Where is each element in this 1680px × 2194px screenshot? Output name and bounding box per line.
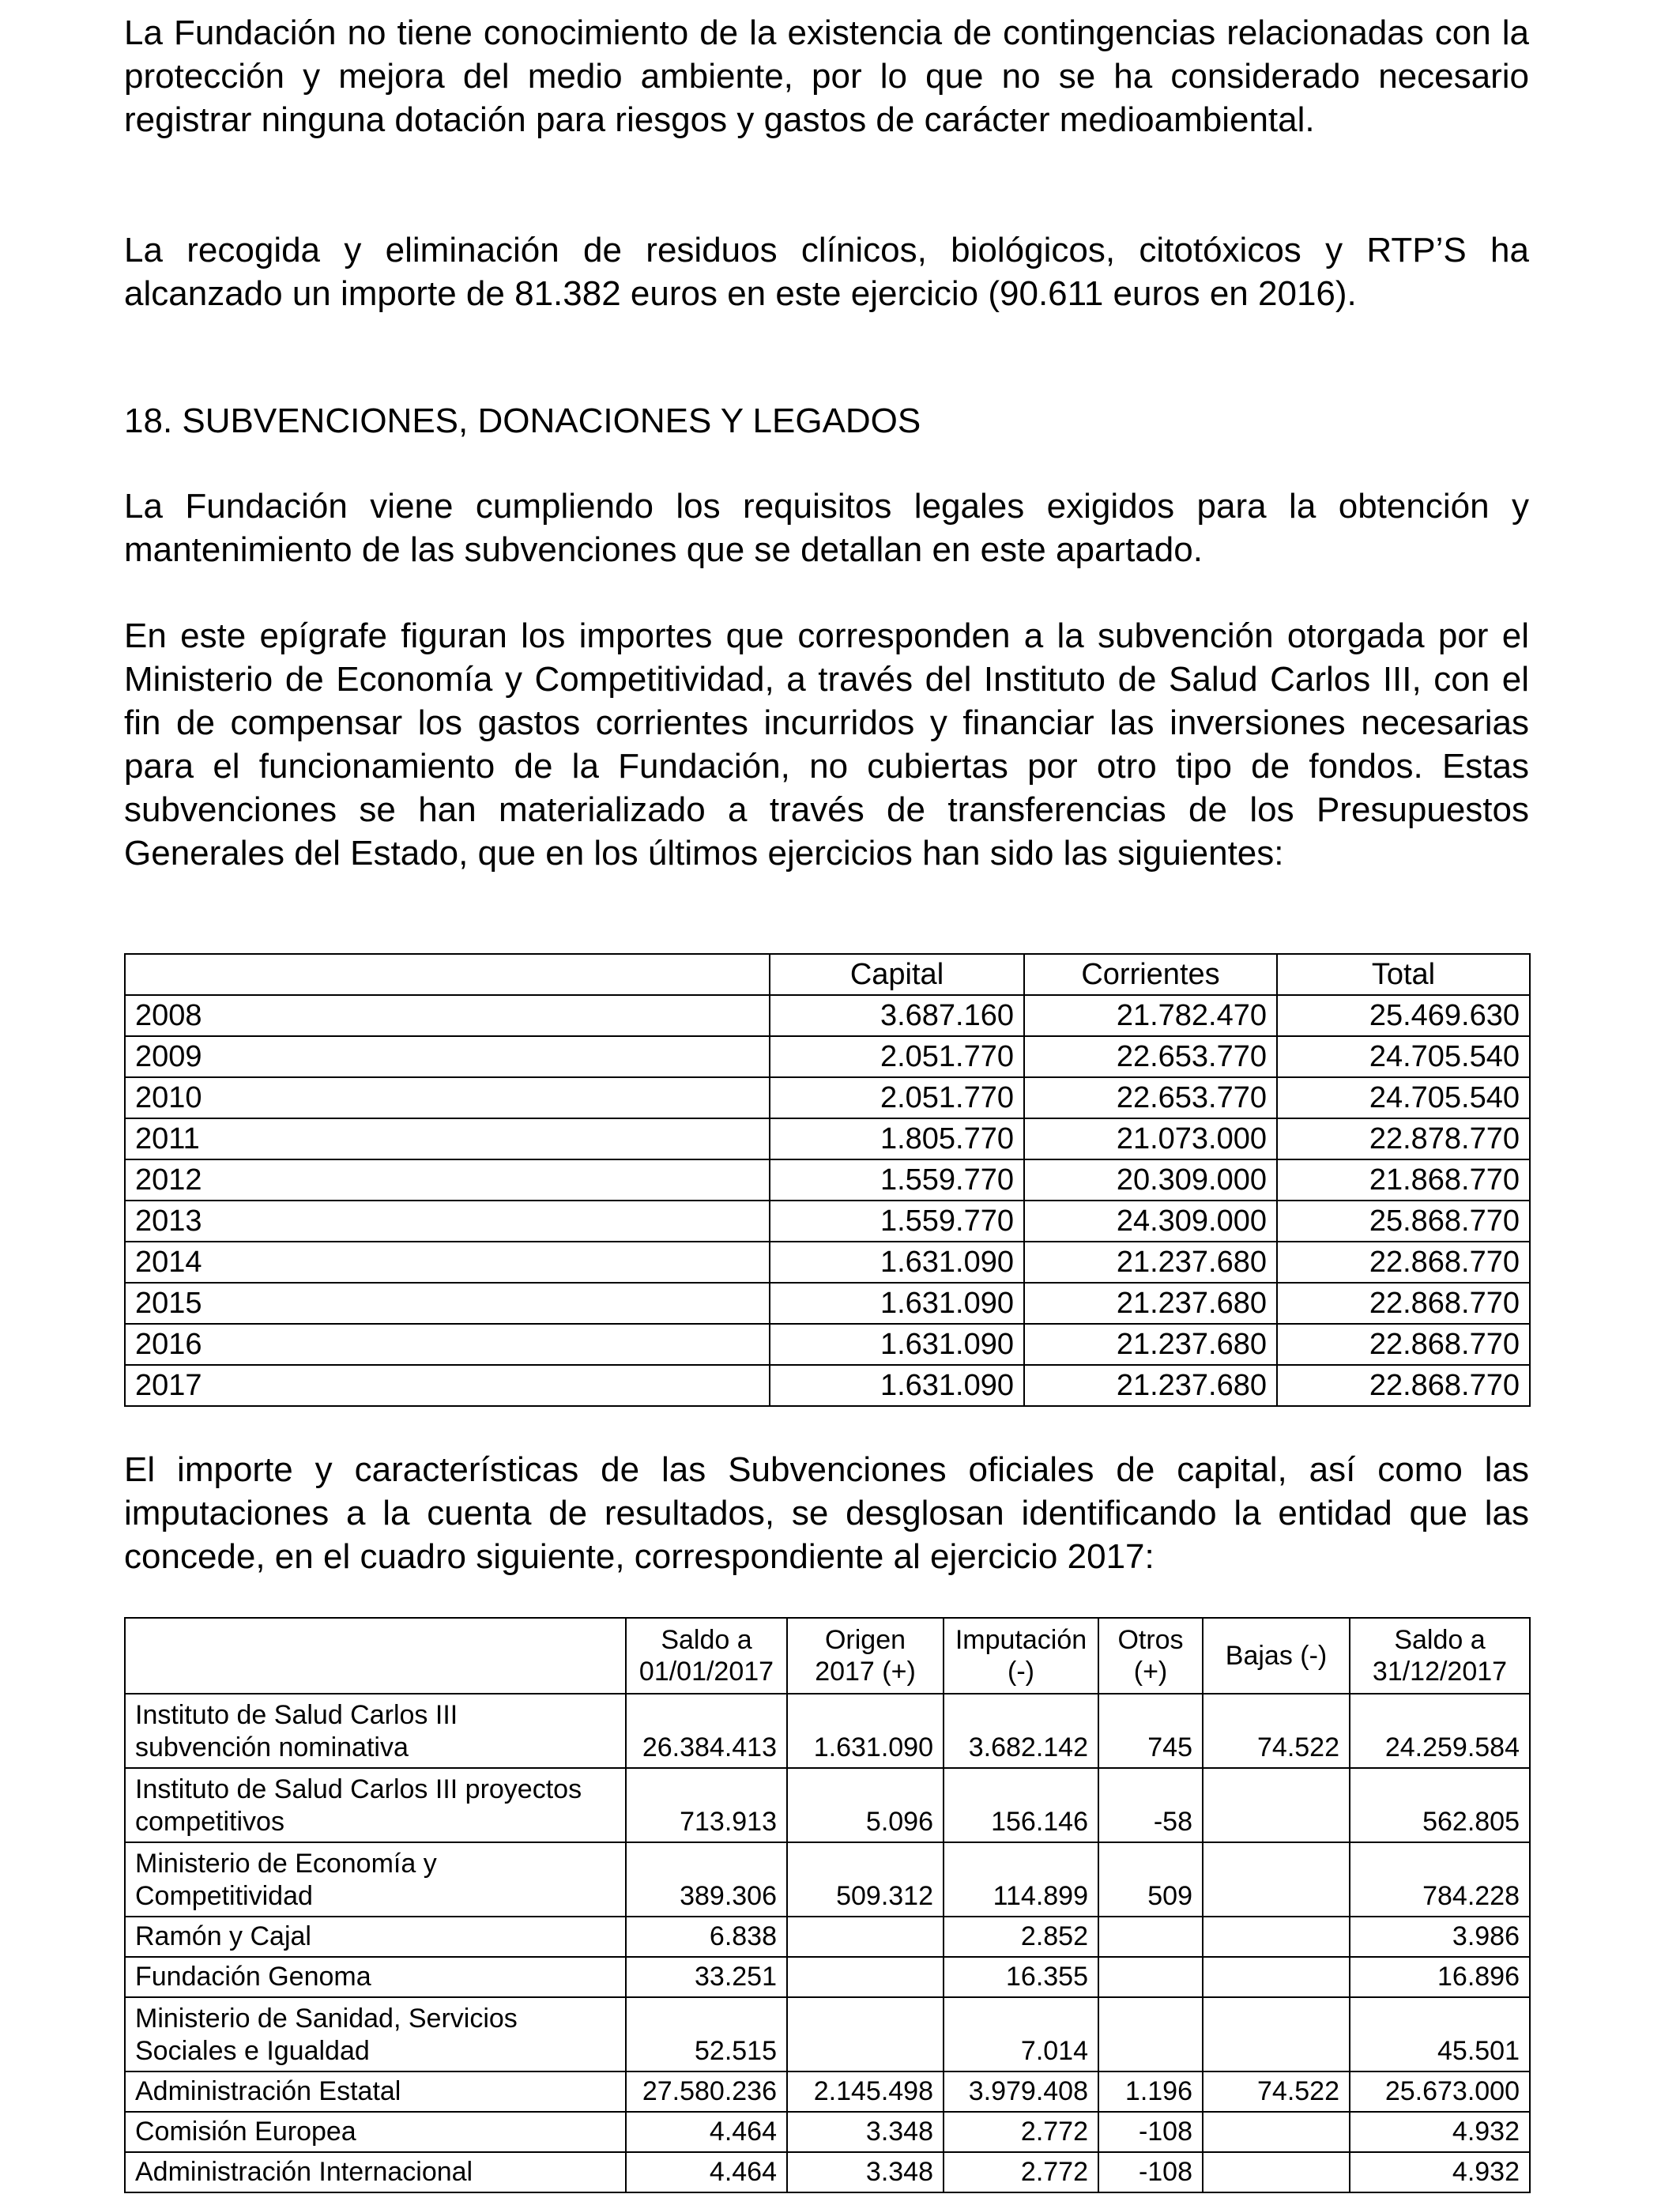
table-cell: -58 <box>1098 1768 1203 1842</box>
table-row <box>125 1842 1530 1917</box>
table-cell: 6.838 <box>626 1917 787 1957</box>
table-cell-year: 2012 <box>125 1159 770 1201</box>
table-cell: 21.073.000 <box>1024 1118 1277 1159</box>
table-cell-entity: Administración Internacional <box>125 2152 626 2192</box>
table-cell: 21.237.680 <box>1024 1283 1277 1324</box>
table-cell: 24.259.584 <box>1350 1694 1530 1768</box>
table-cell: 33.251 <box>626 1957 787 1997</box>
table-cell: 52.515 <box>626 1997 787 2071</box>
table-cell: 22.878.770 <box>1277 1118 1530 1159</box>
table-cell: 21.782.470 <box>1024 995 1277 1036</box>
table-cell-year: 2009 <box>125 1036 770 1077</box>
table-cell: 3.682.142 <box>944 1694 1098 1768</box>
table-cell: 16.896 <box>1350 1957 1530 1997</box>
table-cell: 22.653.770 <box>1024 1036 1277 1077</box>
table-cell <box>1203 1917 1350 1957</box>
table-header-cell <box>125 1618 626 1694</box>
table-cell-entity: Ministerio de Economía y Competitividad <box>125 1842 626 1917</box>
paragraph-waste: La recogida y eliminación de residuos clínicos, biológicos, citotóxicos y RTP’S ha alcanzado un importe de 81.382 euros en este ejercicio (90.611 euros en 2016). <box>124 231 1529 313</box>
table-cell-entity: Comisión Europea <box>125 2112 626 2152</box>
table-cell: 389.306 <box>626 1842 787 1917</box>
table-cell <box>1203 1957 1350 1997</box>
table-cell: 21.237.680 <box>1024 1324 1277 1365</box>
table-cell: 74.522 <box>1203 2071 1350 2112</box>
table-cell: 509.312 <box>787 1842 944 1917</box>
table-cell: 1.559.770 <box>770 1201 1024 1242</box>
table-cell: 4.932 <box>1350 2112 1530 2152</box>
table-cell <box>1098 1997 1203 2071</box>
table-cell: 2.772 <box>944 2112 1098 2152</box>
table-row <box>125 995 1530 1036</box>
table-row <box>125 1201 1530 1242</box>
table-cell: 1.631.090 <box>770 1365 1024 1406</box>
table-cell: 1.631.090 <box>770 1242 1024 1283</box>
paragraph-requirements: La Fundación viene cumpliendo los requisitos legales exigidos para la obtención y mantenimiento de las subvenciones que se detallan en este apartado. <box>124 487 1529 569</box>
table-cell: 2.772 <box>944 2152 1098 2192</box>
table-cell: 27.580.236 <box>626 2071 787 2112</box>
table-cell: 25.673.000 <box>1350 2071 1530 2112</box>
table-header-cell: Corrientes <box>1024 954 1277 995</box>
table-cell: 24.705.540 <box>1277 1077 1530 1118</box>
table-cell: 16.355 <box>944 1957 1098 1997</box>
table-header-cell: Otros (+) <box>1098 1618 1203 1694</box>
table-row <box>125 1283 1530 1324</box>
table-cell <box>1203 2152 1350 2192</box>
table-row <box>125 1118 1530 1159</box>
table-header-cell: Imputación (-) <box>944 1618 1098 1694</box>
table-cell: 1.559.770 <box>770 1159 1024 1201</box>
table-cell: 562.805 <box>1350 1768 1530 1842</box>
table-row <box>125 1077 1530 1118</box>
table-cell-entity: Fundación Genoma <box>125 1957 626 1997</box>
table-cell: 4.932 <box>1350 2152 1530 2192</box>
table-cell-year: 2016 <box>125 1324 770 1365</box>
table-header-cell: Saldo a 31/12/2017 <box>1350 1618 1530 1694</box>
table-row <box>125 1997 1530 2071</box>
table-row <box>125 2152 1530 2192</box>
table-cell: 2.051.770 <box>770 1077 1024 1118</box>
table-cell: 1.631.090 <box>787 1694 944 1768</box>
paragraph-environment: La Fundación no tiene conocimiento de la existencia de contingencias relacionadas con la protección y mejora del medio ambiente, por lo que no se ha considerado necesario registrar ninguna dotación para riesgos y gastos de carácter medioambiental. <box>124 13 1529 139</box>
table-cell: -108 <box>1098 2152 1203 2192</box>
capital-subsidies-table <box>124 1617 1531 2193</box>
table-cell <box>787 1957 944 1997</box>
table-cell: 156.146 <box>944 1768 1098 1842</box>
paragraph-subsidies-description: En este epígrafe figuran los importes que corresponden a la subvención otorgada por el Ministerio de Economía y Competitividad, a través del Instituto de Salud Carlos III, con el fin de compensar los gastos corrientes incurridos y financiar las inversiones necesarias para el funcionamiento de la Fundación, no cubiertas por otro tipo de fondos. Estas subvenciones se han materializado a través de transferencias de los Presupuestos Generales del Estado, que en los últimos ejercicios han sido las siguientes: <box>124 616 1529 873</box>
table-cell: 114.899 <box>944 1842 1098 1917</box>
table-cell <box>1203 2112 1350 2152</box>
table-cell: 20.309.000 <box>1024 1159 1277 1201</box>
table-cell-year: 2013 <box>125 1201 770 1242</box>
table-cell: 2.852 <box>944 1917 1098 1957</box>
table-row <box>125 1324 1530 1365</box>
table-cell: 3.348 <box>787 2152 944 2192</box>
table-header-cell: Total <box>1277 954 1530 995</box>
table-header-cell: Saldo a 01/01/2017 <box>626 1618 787 1694</box>
table-cell: 22.868.770 <box>1277 1283 1530 1324</box>
table-row <box>125 2071 1530 2112</box>
table-cell <box>787 1997 944 2071</box>
section-heading: 18. SUBVENCIONES, DONACIONES Y LEGADOS <box>124 401 921 440</box>
table-cell-year: 2008 <box>125 995 770 1036</box>
table-cell <box>1098 1917 1203 1957</box>
table-cell: -108 <box>1098 2112 1203 2152</box>
table-row <box>125 1957 1530 1997</box>
table-header-cell: Bajas (-) <box>1203 1618 1350 1694</box>
table-row <box>125 1768 1530 1842</box>
table-header-cell <box>125 954 770 995</box>
table-cell: 22.653.770 <box>1024 1077 1277 1118</box>
table-cell: 1.631.090 <box>770 1283 1024 1324</box>
table-cell <box>1203 1768 1350 1842</box>
table-cell-entity: Instituto de Salud Carlos III subvención nominativa <box>125 1694 626 1768</box>
table-cell: 22.868.770 <box>1277 1242 1530 1283</box>
table-cell: 24.705.540 <box>1277 1036 1530 1077</box>
table-cell: 1.805.770 <box>770 1118 1024 1159</box>
table-cell: 745 <box>1098 1694 1203 1768</box>
table-cell: 3.687.160 <box>770 995 1024 1036</box>
table-row <box>125 1242 1530 1283</box>
table-cell <box>1098 1957 1203 1997</box>
table-cell <box>1203 1997 1350 2071</box>
table-cell-year: 2017 <box>125 1365 770 1406</box>
table-row <box>125 1159 1530 1201</box>
table-row <box>125 1917 1530 1957</box>
table-header-cell: Capital <box>770 954 1024 995</box>
table-cell: 21.868.770 <box>1277 1159 1530 1201</box>
table-cell: 3.348 <box>787 2112 944 2152</box>
table-cell: 2.145.498 <box>787 2071 944 2112</box>
table-cell: 24.309.000 <box>1024 1201 1277 1242</box>
table-cell: 784.228 <box>1350 1842 1530 1917</box>
table-row <box>125 1036 1530 1077</box>
table-cell: 21.237.680 <box>1024 1365 1277 1406</box>
table-cell-entity: Administración Estatal <box>125 2071 626 2112</box>
table-row <box>125 1365 1530 1406</box>
table-cell: 2.051.770 <box>770 1036 1024 1077</box>
table-cell: 7.014 <box>944 1997 1098 2071</box>
table-row <box>125 1694 1530 1768</box>
table-cell: 22.868.770 <box>1277 1365 1530 1406</box>
table-cell: 509 <box>1098 1842 1203 1917</box>
table-cell: 21.237.680 <box>1024 1242 1277 1283</box>
table-cell: 74.522 <box>1203 1694 1350 1768</box>
table-cell: 3.986 <box>1350 1917 1530 1957</box>
table-cell-entity: Ministerio de Sanidad, Servicios Sociales e Igualdad <box>125 1997 626 2071</box>
table-cell <box>787 1917 944 1957</box>
paragraph-capital-subsidies: El importe y características de las Subvenciones oficiales de capital, así como las imputaciones a la cuenta de resultados, se desglosan identificando la entidad que las concede, en el cuadro siguiente, correspondiente al ejercicio 2017: <box>124 1450 1529 1576</box>
table-header-row <box>125 954 1530 995</box>
table-cell-year: 2010 <box>125 1077 770 1118</box>
table-cell-year: 2011 <box>125 1118 770 1159</box>
table-cell-entity: Ramón y Cajal <box>125 1917 626 1957</box>
table-cell: 5.096 <box>787 1768 944 1842</box>
table-row <box>125 2112 1530 2152</box>
table-cell: 713.913 <box>626 1768 787 1842</box>
table-header-cell: Origen 2017 (+) <box>787 1618 944 1694</box>
table-cell-entity: Instituto de Salud Carlos III proyectos competitivos <box>125 1768 626 1842</box>
table-cell-year: 2014 <box>125 1242 770 1283</box>
subsidies-by-year-table <box>124 953 1531 1407</box>
table-cell: 26.384.413 <box>626 1694 787 1768</box>
table-cell: 25.469.630 <box>1277 995 1530 1036</box>
table-cell: 45.501 <box>1350 1997 1530 2071</box>
table-cell: 25.868.770 <box>1277 1201 1530 1242</box>
table-cell: 4.464 <box>626 2152 787 2192</box>
table-cell-year: 2015 <box>125 1283 770 1324</box>
table-header-row <box>125 1618 1530 1694</box>
table-cell: 3.979.408 <box>944 2071 1098 2112</box>
table-cell: 1.196 <box>1098 2071 1203 2112</box>
table-cell <box>1203 1842 1350 1917</box>
table-cell: 4.464 <box>626 2112 787 2152</box>
table-cell: 1.631.090 <box>770 1324 1024 1365</box>
table-cell: 22.868.770 <box>1277 1324 1530 1365</box>
